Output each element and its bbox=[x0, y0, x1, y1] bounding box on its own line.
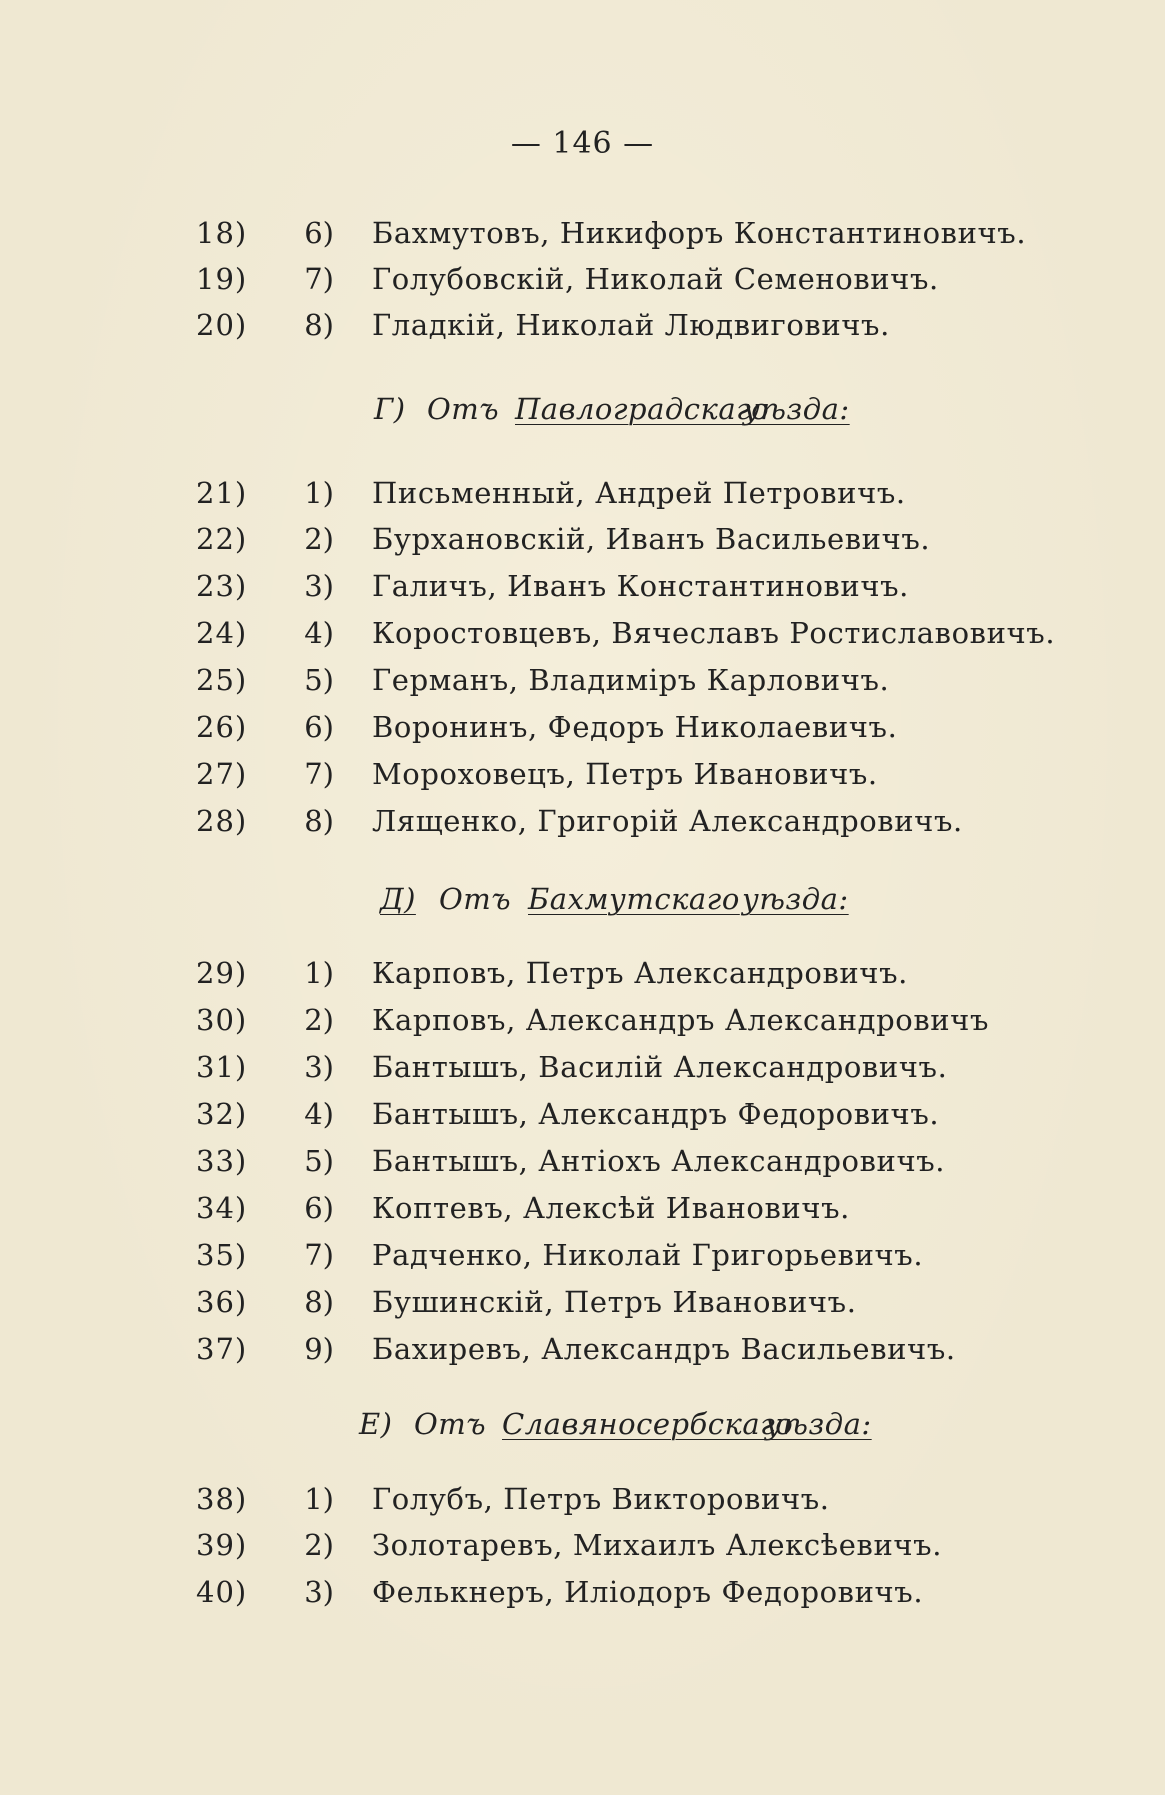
entry-subnumber: 8) bbox=[304, 308, 334, 342]
entry-name: Бантышъ, Василій Александровичъ. bbox=[372, 1050, 948, 1084]
entry-name: Голубъ, Петръ Викторовичъ. bbox=[372, 1482, 830, 1516]
entry-number: 24) bbox=[196, 616, 248, 650]
entry-subnumber: 5) bbox=[304, 1144, 334, 1178]
entry-name: Бахмутовъ, Никифоръ Константиновичъ. bbox=[372, 216, 1027, 250]
list-item bbox=[0, 256, 1165, 302]
list-item bbox=[0, 798, 1165, 844]
entry-subnumber: 6) bbox=[304, 710, 334, 744]
list-item bbox=[0, 563, 1165, 609]
entry-name: Голубовскій, Николай Семеновичъ. bbox=[372, 262, 939, 296]
entry-name: Золотаревъ, Михаилъ Алексѣевичъ. bbox=[372, 1528, 943, 1562]
entry-subnumber: 1) bbox=[304, 476, 334, 510]
entry-subnumber: 3) bbox=[304, 1050, 334, 1084]
entry-subnumber: 7) bbox=[304, 262, 334, 296]
entry-name: Бахиревъ, Александръ Васильевичъ. bbox=[372, 1332, 956, 1366]
entry-number: 25) bbox=[196, 663, 248, 697]
list-item bbox=[0, 516, 1165, 562]
entry-name: Германъ, Владиміръ Карловичъ. bbox=[372, 663, 890, 697]
entry-number: 27) bbox=[196, 757, 248, 791]
entry-name: Карповъ, Петръ Александровичъ. bbox=[372, 956, 908, 990]
entry-subnumber: 8) bbox=[304, 804, 334, 838]
entry-number: 40) bbox=[196, 1575, 248, 1609]
entry-number: 33) bbox=[196, 1144, 248, 1178]
list-item bbox=[0, 1279, 1165, 1325]
entry-subnumber: 2) bbox=[304, 1003, 334, 1037]
entry-name: Гладкій, Николай Людвиговичъ. bbox=[372, 308, 890, 342]
entry-number: 35) bbox=[196, 1238, 248, 1272]
list-item bbox=[0, 302, 1165, 348]
entry-name: Письменный, Андрей Петровичъ. bbox=[372, 476, 906, 510]
list-item bbox=[0, 1138, 1165, 1184]
entry-subnumber: 8) bbox=[304, 1285, 334, 1319]
list-item bbox=[0, 704, 1165, 750]
entry-name: Радченко, Николай Григорьевичъ. bbox=[372, 1238, 924, 1272]
entry-name: Фелькнеръ, Иліодоръ Федоровичъ. bbox=[372, 1575, 924, 1609]
entry-name: Бантышъ, Антіохъ Александровичъ. bbox=[372, 1144, 946, 1178]
list-item bbox=[0, 751, 1165, 797]
list-item bbox=[0, 657, 1165, 703]
section-district: Павлоградскаго bbox=[515, 392, 770, 426]
entry-number: 28) bbox=[196, 804, 248, 838]
section-word: уѣзда: bbox=[765, 1407, 872, 1441]
entry-subnumber: 4) bbox=[304, 616, 334, 650]
list-item bbox=[0, 997, 1165, 1043]
section-word: уѣзда: bbox=[742, 882, 849, 916]
entry-number: 32) bbox=[196, 1097, 248, 1131]
section-letter: Е) bbox=[359, 1407, 393, 1441]
section-letter: Г) bbox=[374, 392, 406, 426]
entry-name: Галичъ, Иванъ Константиновичъ. bbox=[372, 569, 909, 603]
entry-number: 18) bbox=[196, 216, 248, 250]
entry-subnumber: 2) bbox=[304, 1528, 334, 1562]
entry-number: 19) bbox=[196, 262, 248, 296]
list-item bbox=[0, 1185, 1165, 1231]
entry-number: 22) bbox=[196, 522, 248, 556]
list-item bbox=[0, 210, 1165, 256]
section-letter: Д) bbox=[380, 882, 416, 916]
entry-subnumber: 1) bbox=[304, 956, 334, 990]
entry-number: 31) bbox=[196, 1050, 248, 1084]
entry-subnumber: 4) bbox=[304, 1097, 334, 1131]
list-item bbox=[0, 1232, 1165, 1278]
entry-number: 38) bbox=[196, 1482, 248, 1516]
entry-number: 21) bbox=[196, 476, 248, 510]
list-item bbox=[0, 1522, 1165, 1568]
entry-number: 23) bbox=[196, 569, 248, 603]
entry-subnumber: 9) bbox=[304, 1332, 334, 1366]
entry-name: Лященко, Григорій Александровичъ. bbox=[372, 804, 963, 838]
entry-subnumber: 6) bbox=[304, 216, 334, 250]
section-from: Отъ bbox=[414, 1407, 487, 1441]
list-item bbox=[0, 470, 1165, 516]
entry-name: Воронинъ, Федоръ Николаевичъ. bbox=[372, 710, 898, 744]
entry-name: Бушинскій, Петръ Ивановичъ. bbox=[372, 1285, 857, 1319]
entry-name: Бантышъ, Александръ Федоровичъ. bbox=[372, 1097, 940, 1131]
entry-number: 37) bbox=[196, 1332, 248, 1366]
entry-subnumber: 6) bbox=[304, 1191, 334, 1225]
section-word: уѣзда: bbox=[743, 392, 850, 426]
entry-subnumber: 3) bbox=[304, 569, 334, 603]
list-item bbox=[0, 1476, 1165, 1522]
entry-name: Бурхановскій, Иванъ Васильевичъ. bbox=[372, 522, 931, 556]
section-district: Бахмутскаго bbox=[528, 882, 740, 916]
entry-name: Коростовцевъ, Вячеславъ Ростиславовичъ. bbox=[372, 616, 1056, 650]
list-item bbox=[0, 1044, 1165, 1090]
entry-subnumber: 3) bbox=[304, 1575, 334, 1609]
entry-number: 39) bbox=[196, 1528, 248, 1562]
list-item bbox=[0, 610, 1165, 656]
entry-subnumber: 7) bbox=[304, 757, 334, 791]
section-district: Славяносербскаго bbox=[502, 1407, 794, 1441]
list-item bbox=[0, 1091, 1165, 1137]
entry-number: 34) bbox=[196, 1191, 248, 1225]
list-item bbox=[0, 950, 1165, 996]
entry-name: Коптевъ, Алексѣй Ивановичъ. bbox=[372, 1191, 850, 1225]
list-item bbox=[0, 1569, 1165, 1615]
entry-name: Карповъ, Александръ Александровичъ bbox=[372, 1003, 990, 1037]
entry-subnumber: 7) bbox=[304, 1238, 334, 1272]
entry-number: 20) bbox=[196, 308, 248, 342]
entry-number: 26) bbox=[196, 710, 248, 744]
section-from: Отъ bbox=[427, 392, 500, 426]
entry-name: Мороховецъ, Петръ Ивановичъ. bbox=[372, 757, 878, 791]
entry-subnumber: 1) bbox=[304, 1482, 334, 1516]
section-from: Отъ bbox=[439, 882, 512, 916]
entry-number: 30) bbox=[196, 1003, 248, 1037]
entry-subnumber: 2) bbox=[304, 522, 334, 556]
entry-subnumber: 5) bbox=[304, 663, 334, 697]
list-item bbox=[0, 1326, 1165, 1372]
entry-number: 29) bbox=[196, 956, 248, 990]
page-number: — 146 — bbox=[510, 126, 655, 161]
entry-number: 36) bbox=[196, 1285, 248, 1319]
